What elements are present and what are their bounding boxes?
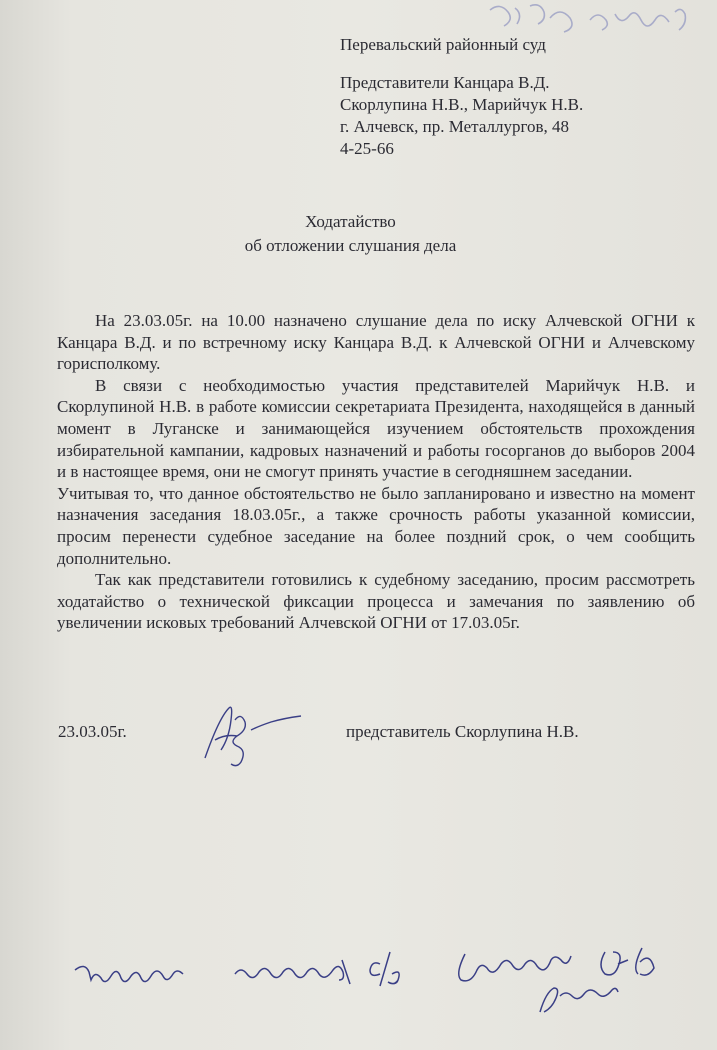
addressee-block: [340, 34, 583, 160]
paragraph-3: Учитывая то, что данное обстоятельство не было запланировано и известно на момент назначения заседания 18.03.05г., а также срочность работы указанной комиссии, просим перенести судебное заседание на более поздний срок, о чем сообщить дополнительно.: [57, 483, 695, 568]
document-subtitle: об отложении слушания дела: [244, 236, 457, 255]
signer-name: представитель Скорлупина Н.В.: [346, 722, 579, 741]
paragraph-4: Так как представители готовились к судебному заседанию, просим рассмотреть ходатайство о технической фиксации процесса и замечания по заявлению об увеличении исковых требований Алчевской ОГНИ от 17.03.05г.: [57, 570, 695, 633]
representatives-line-2: Скорлупина Н.В., Марийчук Н.В.: [340, 95, 584, 114]
body-text: [57, 310, 695, 634]
court-name: Перевальский районный суд: [340, 35, 546, 54]
phone: 4-25-66: [340, 139, 394, 158]
address: г. Алчевск, пр. Металлургов, 48: [340, 117, 570, 136]
representatives-line-1: Представители Канцара В.Д.: [340, 73, 550, 92]
handwritten-received-note: [70, 940, 670, 1020]
paragraph-2: В связи с необходимостью участия представителей Марийчук Н.В. и Скорлупиной Н.В. в работе комиссии секретариата Президента, находящейся в данный момент в Луганске и занимающейся изучением обстоятельств прохождения избирательной кампании, кадровых назначений и работы госорганов до выборов 2004 и в настоящее время, они не смогут принять участие в сегодняшнем заседании.: [57, 375, 695, 482]
handwritten-signature: [195, 700, 310, 770]
document-title: Ходатайство: [305, 212, 396, 231]
signature-date: 23.03.05г.: [58, 722, 127, 741]
paragraph-1: На 23.03.05г. на 10.00 назначено слушание дела по иску Алчевской ОГНИ к Канцара В.Д. и по встречному иску Канцара В.Д. к Алчевской ОГНИ и Алчевскому горисполкому.: [57, 311, 695, 374]
